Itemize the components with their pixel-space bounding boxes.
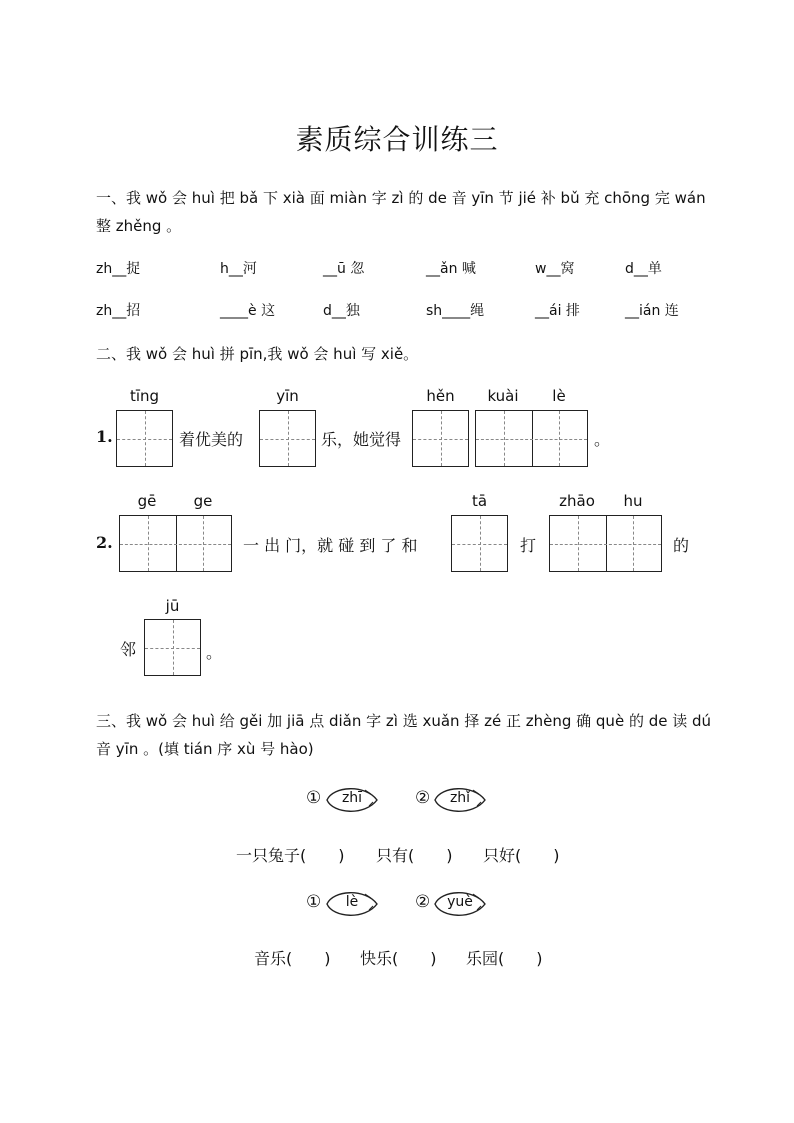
sentence-text: 打 [520, 536, 537, 555]
fill-item: d__独 [323, 303, 360, 319]
pinyin-option: yuè [447, 894, 473, 910]
writing-box[interactable] [116, 410, 173, 467]
sentence-text: 一 出 门，就 碰 到 了 和 [243, 536, 418, 555]
pinyin-label: yīn [276, 387, 299, 405]
pinyin-label: hěn [426, 387, 455, 405]
section1-instruction-cont: 整 zhěng 。 [96, 217, 182, 235]
leaf-option-2[interactable] [433, 888, 487, 920]
fill-item: zh__捉 [96, 261, 141, 277]
sentence-text: 的 [673, 536, 690, 555]
writing-box[interactable] [144, 619, 201, 676]
writing-box-double[interactable] [119, 515, 232, 572]
pinyin-label: tīng [129, 387, 160, 405]
writing-box[interactable] [451, 515, 508, 572]
pinyin-label: kuài [487, 387, 519, 405]
sentence-text: 乐，她觉得 [321, 430, 402, 449]
sentence-text: 着优美的 [179, 430, 244, 449]
fill-item: __ái 排 [535, 303, 580, 319]
pinyin-option: zhī [341, 790, 363, 806]
section3-instruction: 三、我 wǒ 会 huì 给 gěi 加 jiā 点 diǎn 字 zì 选 xuǎn 择 zé 正 zhèng 确 què 的 de 读 dú [96, 712, 712, 730]
writing-box[interactable] [412, 410, 469, 467]
pinyin-label: gē [137, 492, 157, 510]
pinyin-option: zhǐ [449, 790, 471, 806]
pinyin-label: tā [471, 492, 488, 510]
word-blank[interactable]: 乐园( ) [466, 949, 543, 968]
sentence-end: 。 [206, 643, 223, 662]
fill-item: h__河 [220, 261, 257, 277]
pinyin-label: hu [623, 492, 643, 510]
fill-item: ____è 这 [220, 303, 276, 319]
pinyin-option: lè [345, 894, 359, 910]
leaf-option-1[interactable] [325, 888, 379, 920]
section3-instruction-cont: 音 yīn 。(填 tián 序 xù 号 hào) [96, 740, 314, 758]
pinyin-label: jū [165, 597, 180, 615]
fill-item: w__窝 [535, 261, 575, 277]
option-number: ② [415, 788, 431, 808]
leaf-option-1[interactable] [325, 784, 379, 816]
question-number: 2. [96, 533, 113, 552]
fill-item: sh____绳 [426, 303, 485, 319]
option-number: ① [306, 788, 322, 808]
option-number: ② [415, 892, 431, 912]
pinyin-label: ge [193, 492, 213, 510]
writing-box-double[interactable] [549, 515, 662, 572]
fill-item: __ián 连 [625, 303, 679, 319]
sentence-end: 。 [594, 430, 611, 449]
word-blank[interactable]: 只有( ) [376, 846, 453, 865]
writing-box[interactable] [259, 410, 316, 467]
writing-box-double[interactable] [475, 410, 588, 467]
sentence-text: 邻 [120, 640, 137, 659]
question-number: 1. [96, 427, 113, 446]
fill-item: __ǎn 喊 [426, 261, 476, 277]
pinyin-label: lè [552, 387, 566, 405]
word-blank[interactable]: 一只兔子( ) [236, 846, 345, 865]
page-title: 素质综合训练三 [295, 123, 499, 156]
fill-item: __ū 忽 [323, 261, 365, 277]
fill-item: zh__招 [96, 303, 141, 319]
option-number: ① [306, 892, 322, 912]
section1-instruction: 一、我 wǒ 会 huì 把 bǎ 下 xià 面 miàn 字 zì 的 de 音 yīn 节 jié 补 bǔ 充 chōng 完 wán [96, 189, 706, 207]
word-blank[interactable]: 音乐( ) [254, 949, 331, 968]
word-blank[interactable]: 只好( ) [483, 846, 560, 865]
leaf-option-2[interactable] [433, 784, 487, 816]
fill-item: d__单 [625, 261, 662, 277]
pinyin-label: zhāo [559, 492, 595, 510]
section2-instruction: 二、我 wǒ 会 huì 拼 pīn,我 wǒ 会 huì 写 xiě。 [96, 345, 419, 363]
word-blank[interactable]: 快乐( ) [360, 949, 437, 968]
